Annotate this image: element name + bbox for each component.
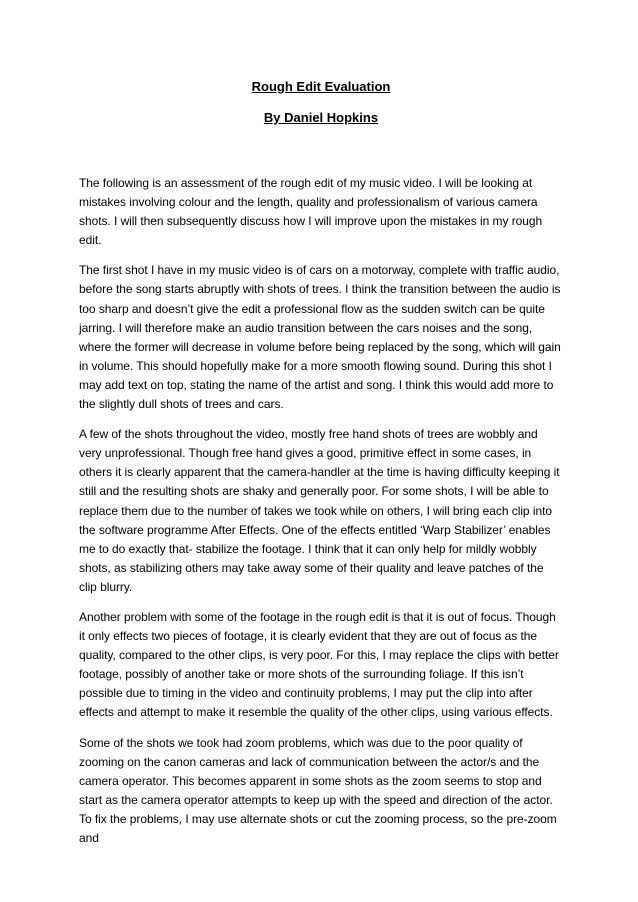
paragraph-zoom: Some of the shots we took had zoom problems, which was due to the poor quality of zooming on the canon cameras and lack of communication between the actor/s and the camera operator. This becomes apparent in some shots as the zoom seems to stop and start as the camera operator attempts to keep up with the speed and direction of the actor. To fix the problems, I may use alternate shots or cut the zooming process, so the pre-zoom and — [79, 735, 557, 845]
document-title: Rough Edit Evaluation — [251, 79, 391, 94]
paragraph-stabilization: A few of the shots throughout the video, mostly free hand shots of trees are wobbly and very unprofessional. Though free hand gives a good, primitive effect in some cases, in others it is clearly apparent that the camera-handler at the time is having difficulty keeping it still and the resulting shots are shaky and generally poor. For some shots, I will be able to replace them due to the number of takes we took while on others, I will bring each clip into the software programme After Effects. One of the effects entitled ‘Warp Stabilizer’ enables me to do exactly that- stabilize the footage. I think that it can only help for mildly wobbly shots, as stabilizing others may take away some of their quality and leave patches of the clip blurry. — [79, 427, 560, 594]
paragraph-focus: Another problem with some of the footage in the rough edit is that it is out of focus. Though it only effects two pieces of footage, it is clearly evident that they are out of focus as the quality, compared to the other clips, is very poor. For this, I may replace the clips with better footage, possibly of another take or more shots of the surrounding foliage. If this isn’t possible due to timing in the video and continuity problems, I may put the clip into after effects and attempt to make it resemble the quality of the other clips, using various effects. — [79, 609, 559, 720]
document-body — [79, 174, 563, 848]
paragraph-intro: The following is an assessment of the rough edit of my music video. I will be looking at mistakes involving colour and the length, quality and professionalism of various camera shots. I will then subsequently discuss how I will improve upon the mistakes in my rough edit. — [79, 176, 543, 248]
paragraph-audio-transition: The first shot I have in my music video is of cars on a motorway, complete with traffic audio, before the song starts abruptly with shots of trees. I think the transition between the audio is too sharp and doesn’t give the edit a professional flow as the sudden switch can be quite jarring. I will therefore make an audio transition between the cars noises and the song, where the former will decrease in volume before being replaced by the song, which will gain in volume. This should hopefully make for a more smooth flowing sound. During this shot I may add text on top, stating the name of the artist and song. I think this would add more to the slightly dull shots of trees and cars. — [79, 263, 561, 412]
document-page — [79, 78, 563, 859]
document-author: By Daniel Hopkins — [263, 110, 379, 125]
